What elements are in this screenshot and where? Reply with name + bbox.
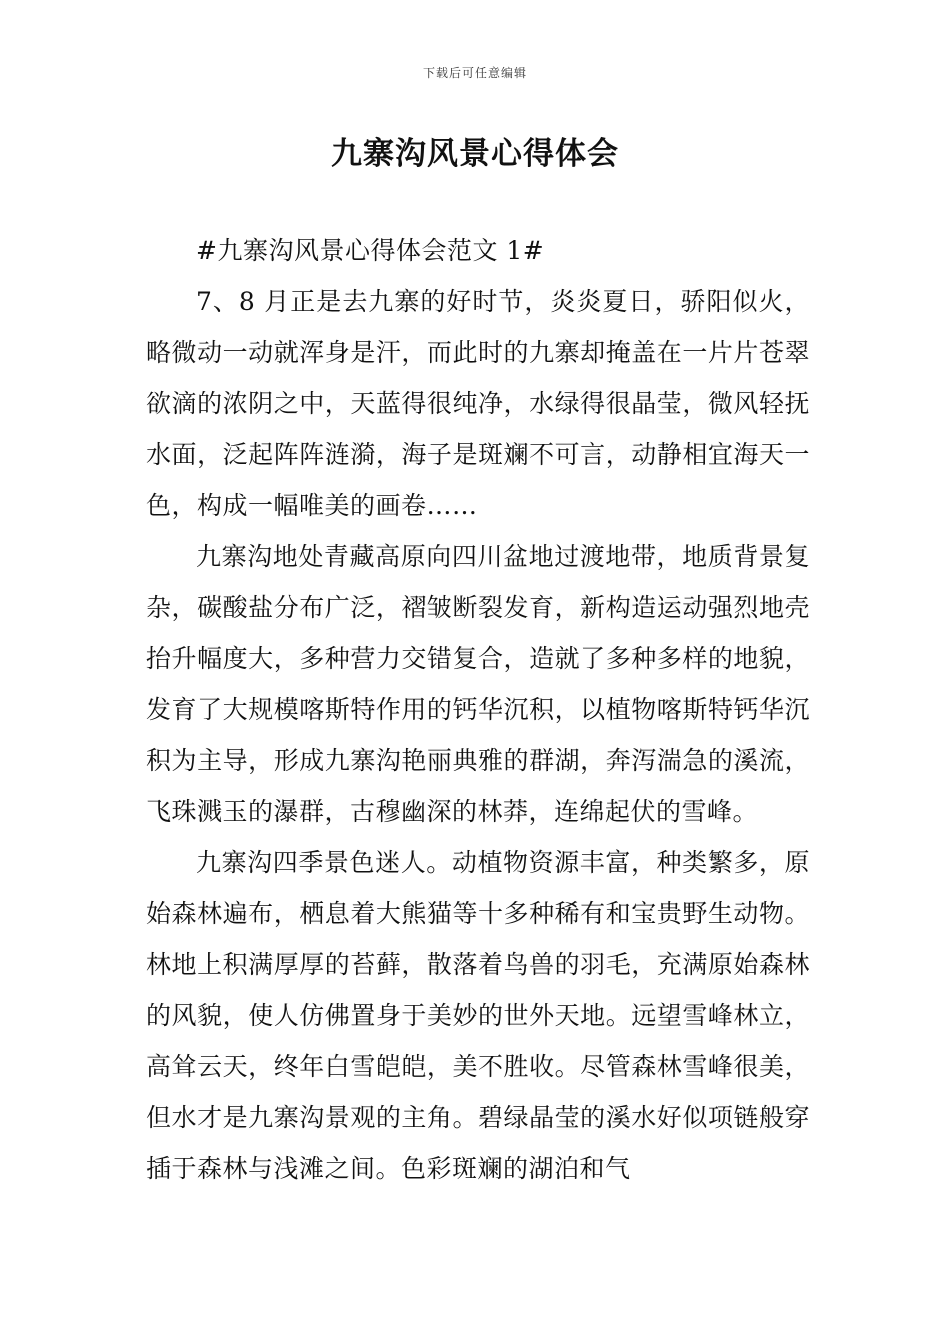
paragraph: 7、8 月正是去九寨的好时节，炎炎夏日，骄阳似火，略微动一动就浑身是汗，而此时的九寨却掩盖在一片片苍翠欲滴的浓阴之中，天蓝得很纯净，水绿得很晶莹，微风轻抚水面，泛起阵阵涟漪，海子是斑斓不可言，动静相宜海天一色，构成一幅唯美的画卷…… — [146, 287, 810, 520]
document-title: 九寨沟风景心得体会 — [331, 136, 619, 172]
header-note: 下载后可任意编辑 — [422, 66, 527, 80]
paragraph: 九寨沟地处青藏高原向四川盆地过渡地带，地质背景复杂，碳酸盐分布广泛，褶皱断裂发育，新构造运动强烈地壳抬升幅度大，多种营力交错复合，造就了多种多样的地貌，发育了大规模喀斯特作用的钙华沉积，以植物喀斯特钙华沉积为主导，形成九寨沟艳丽典雅的群湖，奔泻湍急的溪流，飞珠溅玉的瀑群，古穆幽深的林莽，连绵起伏的雪峰。 — [146, 542, 810, 826]
document-body — [146, 225, 810, 1194]
paragraph-heading: #九寨沟风景心得体会范文 1# — [196, 236, 545, 265]
paragraph: 九寨沟四季景色迷人。动植物资源丰富，种类繁多，原始森林遍布，栖息着大熊猫等十多种稀有和宝贵野生动物。林地上积满厚厚的苔藓，散落着鸟兽的羽毛，充满原始森林的风貌，使人仿佛置身于美妙的世外天地。远望雪峰林立，高耸云天，终年白雪皑皑，美不胜收。尽管森林雪峰很美，但水才是九寨沟景观的主角。碧绿晶莹的溪水好似项链般穿插于森林与浅滩之间。色彩斑斓的湖泊和气 — [146, 848, 810, 1183]
